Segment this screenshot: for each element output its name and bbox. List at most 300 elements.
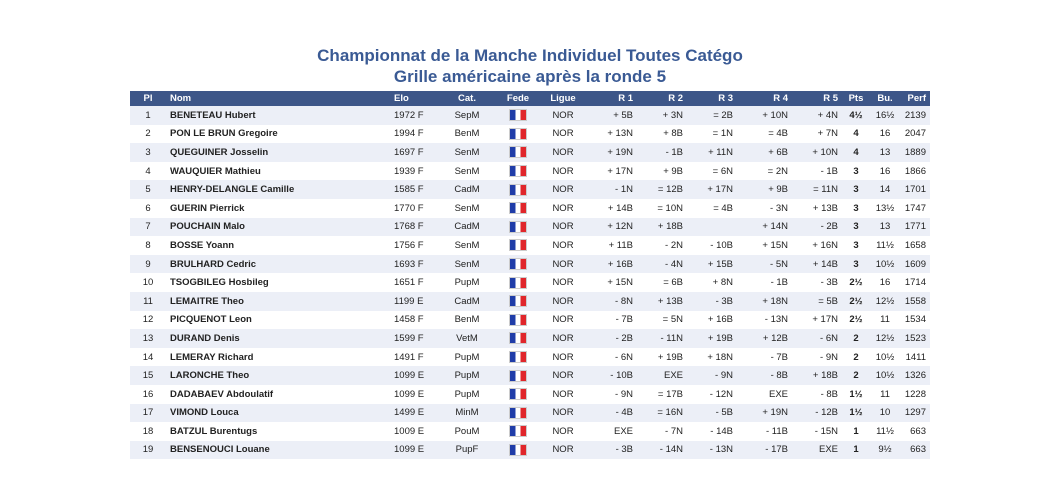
cell-ligue: NOR bbox=[552, 388, 574, 400]
table-row bbox=[130, 255, 930, 274]
cell-r4: - 1B bbox=[770, 277, 788, 289]
cell-perf: 1297 bbox=[904, 407, 926, 419]
cell-pts: 3 bbox=[853, 165, 859, 177]
cell-perf: 1889 bbox=[904, 146, 926, 158]
cell-ligue: NOR bbox=[552, 258, 574, 270]
cell-r1: + 16B bbox=[607, 258, 633, 270]
cell-fede bbox=[496, 143, 540, 162]
cell-r4: + 15N bbox=[762, 239, 788, 251]
cell-nom: WAUQUIER Mathieu bbox=[170, 165, 261, 177]
header-cat: Cat. bbox=[458, 93, 476, 104]
cell-r2: = 17B bbox=[657, 388, 683, 400]
cell-r2: = 10N bbox=[657, 202, 683, 214]
cell-pl: 11 bbox=[143, 295, 153, 307]
cell-r1: + 14B bbox=[607, 202, 633, 214]
cell-r4: + 18N bbox=[762, 295, 788, 307]
cell-nom: GUERIN Pierrick bbox=[170, 202, 245, 214]
cell-elo: 1458 F bbox=[394, 314, 424, 326]
cell-r4: + 14N bbox=[762, 221, 788, 233]
cell-r2: - 2N bbox=[665, 239, 683, 251]
cell-cat: SenM bbox=[454, 202, 480, 214]
cell-r3: = 2B bbox=[713, 109, 733, 121]
cell-r3: - 10B bbox=[710, 239, 733, 251]
cell-cat: PupM bbox=[454, 277, 480, 289]
france-flag-icon bbox=[509, 444, 527, 456]
cell-r2: - 14N bbox=[659, 444, 683, 456]
cell-r2: = 6B bbox=[663, 277, 683, 289]
header-elo: Elo bbox=[394, 93, 409, 104]
cell-r4: - 5N bbox=[770, 258, 788, 270]
cell-perf: 1411 bbox=[905, 351, 926, 363]
france-flag-icon bbox=[509, 295, 527, 307]
cell-r2: - 7N bbox=[665, 425, 683, 437]
cell-r5: + 17N bbox=[812, 314, 838, 326]
cell-nom: BRULHARD Cedric bbox=[170, 258, 257, 270]
table-header-row bbox=[130, 91, 930, 106]
cell-fede bbox=[496, 292, 540, 311]
cell-bu: 12½ bbox=[875, 295, 895, 307]
cell-r5: + 13B bbox=[812, 202, 838, 214]
cell-nom: POUCHAIN Malo bbox=[170, 221, 245, 233]
cell-r3: + 19B bbox=[707, 332, 733, 344]
cell-r5: + 16N bbox=[812, 239, 838, 251]
cell-elo: 1994 F bbox=[394, 128, 424, 140]
cell-r4: - 13N bbox=[764, 314, 788, 326]
cell-r2: - 11N bbox=[660, 332, 683, 344]
cell-pl: 2 bbox=[145, 128, 151, 140]
cell-r4: = 4B bbox=[768, 128, 788, 140]
cell-elo: 1697 F bbox=[394, 146, 424, 158]
cell-r5: - 15N bbox=[814, 425, 838, 437]
cell-bu: 10½ bbox=[875, 351, 895, 363]
cell-r1: - 10B bbox=[610, 370, 633, 382]
cell-r2: + 13B bbox=[657, 295, 683, 307]
cell-r4: + 19N bbox=[762, 407, 788, 419]
header-pts: Pts bbox=[848, 93, 864, 104]
france-flag-icon bbox=[509, 258, 527, 270]
cell-elo: 1199 E bbox=[394, 295, 424, 307]
cell-r4: + 12B bbox=[762, 332, 788, 344]
cell-fede bbox=[496, 404, 540, 423]
table-row bbox=[130, 422, 930, 441]
france-flag-icon bbox=[509, 109, 527, 121]
cell-pts: 3 bbox=[853, 202, 859, 214]
cell-pl: 1 bbox=[145, 109, 151, 121]
cell-r1: + 11B bbox=[608, 239, 633, 251]
cell-nom: LEMAITRE Theo bbox=[170, 295, 244, 307]
cell-fede bbox=[496, 125, 540, 144]
table-row bbox=[130, 125, 930, 144]
cell-pl: 18 bbox=[142, 425, 154, 437]
cell-nom: PON LE BRUN Gregoire bbox=[170, 128, 278, 140]
cell-perf: 1714 bbox=[904, 277, 926, 289]
cell-r1: + 15N bbox=[607, 277, 633, 289]
cell-elo: 1693 F bbox=[394, 258, 424, 270]
cell-r3 bbox=[687, 218, 737, 237]
cell-perf: 1866 bbox=[904, 165, 926, 177]
cell-cat: BenM bbox=[454, 314, 480, 326]
cell-r5: - 3B bbox=[820, 277, 838, 289]
cell-ligue: NOR bbox=[552, 351, 574, 363]
cell-perf: 1771 bbox=[904, 221, 926, 233]
cell-r2: = 16N bbox=[657, 407, 683, 419]
cell-cat: MinM bbox=[455, 407, 479, 419]
cell-r3: = 6N bbox=[712, 165, 733, 177]
cell-r5: - 1B bbox=[820, 165, 838, 177]
cell-fede bbox=[496, 273, 540, 292]
cell-cat: BenM bbox=[454, 128, 480, 140]
cell-r2: = 12B bbox=[657, 184, 683, 196]
header-bu: Bu. bbox=[877, 93, 893, 104]
cell-cat: SenM bbox=[454, 165, 480, 177]
france-flag-icon bbox=[509, 202, 527, 214]
cell-r4: - 17B bbox=[765, 444, 788, 456]
cell-pl: 10 bbox=[142, 277, 154, 289]
cell-ligue: NOR bbox=[552, 202, 574, 214]
cell-bu: 13 bbox=[879, 221, 891, 233]
cell-ligue: NOR bbox=[552, 128, 574, 140]
cell-perf: 2047 bbox=[904, 128, 926, 140]
cell-fede bbox=[496, 180, 540, 199]
cell-r4: - 3N bbox=[770, 202, 788, 214]
cell-ligue: NOR bbox=[552, 425, 574, 437]
cell-r4: + 10N bbox=[762, 109, 788, 121]
header-pl: Pl bbox=[143, 93, 153, 104]
table-row bbox=[130, 292, 930, 311]
france-flag-icon bbox=[509, 184, 527, 196]
cell-r4: + 6B bbox=[768, 146, 788, 158]
header-nom: Nom bbox=[170, 93, 192, 104]
cell-ligue: NOR bbox=[552, 295, 574, 307]
cell-pts: 2½ bbox=[849, 277, 863, 289]
france-flag-icon bbox=[509, 425, 527, 437]
cell-nom: DURAND Denis bbox=[170, 332, 240, 344]
cell-perf: 1701 bbox=[904, 184, 926, 196]
cell-r2: + 3N bbox=[662, 109, 683, 121]
cell-ligue: NOR bbox=[552, 407, 574, 419]
cell-pl: 12 bbox=[142, 314, 154, 326]
france-flag-icon bbox=[509, 388, 527, 400]
cell-fede bbox=[496, 385, 540, 404]
cell-r2: + 9B bbox=[663, 165, 683, 177]
page-title: Championnat de la Manche Individuel Toutes Catégo bbox=[317, 46, 743, 65]
cell-pl: 19 bbox=[142, 444, 154, 456]
cell-r5: EXE bbox=[818, 444, 838, 456]
cell-nom: DADABAEV Abdoulatif bbox=[170, 388, 274, 400]
cell-pts: 2 bbox=[853, 332, 859, 344]
header-perf: Perf bbox=[907, 93, 926, 104]
cell-ligue: NOR bbox=[552, 165, 574, 177]
cell-cat: SenM bbox=[454, 146, 480, 158]
cell-pl: 16 bbox=[142, 388, 154, 400]
cell-r3: = 4B bbox=[713, 202, 733, 214]
table-row bbox=[130, 199, 930, 218]
cell-perf: 1534 bbox=[904, 314, 926, 326]
cell-pts: 3 bbox=[853, 239, 859, 251]
cell-bu: 14 bbox=[879, 184, 891, 196]
cell-ligue: NOR bbox=[552, 184, 574, 196]
cell-fede bbox=[496, 255, 540, 274]
cell-r1: - 9N bbox=[615, 388, 633, 400]
cell-ligue: NOR bbox=[552, 444, 574, 456]
cell-r3: - 3B bbox=[715, 295, 733, 307]
cell-pts: 2½ bbox=[849, 314, 863, 326]
cell-pts: 2 bbox=[853, 351, 859, 363]
cell-perf: 1658 bbox=[904, 239, 926, 251]
cell-pts: 1½ bbox=[849, 407, 863, 419]
table-row bbox=[130, 218, 930, 237]
cell-cat: SenM bbox=[454, 258, 480, 270]
cell-elo: 1585 F bbox=[394, 184, 424, 196]
header-r4: R 4 bbox=[773, 93, 788, 104]
cell-pl: 9 bbox=[145, 258, 151, 270]
cell-r2: - 1B bbox=[665, 146, 683, 158]
header-r3: R 3 bbox=[718, 93, 733, 104]
cell-perf: 663 bbox=[910, 425, 926, 437]
cell-r5: - 9N bbox=[820, 351, 838, 363]
cell-nom: QUEGUINER Josselin bbox=[170, 146, 269, 158]
cell-fede bbox=[496, 422, 540, 441]
cell-elo: 1009 E bbox=[394, 425, 425, 437]
cell-r5: + 18B bbox=[812, 370, 838, 382]
cell-pts: 3 bbox=[853, 184, 859, 196]
cell-nom: BENSENOUCI Louane bbox=[170, 444, 270, 456]
cell-r5: = 5B bbox=[818, 295, 838, 307]
cell-r1: - 6N bbox=[615, 351, 633, 363]
cell-r5: - 6N bbox=[820, 332, 838, 344]
cell-nom: BENETEAU Hubert bbox=[170, 109, 256, 121]
cell-r3: = 1N bbox=[712, 128, 733, 140]
cell-fede bbox=[496, 162, 540, 181]
cell-ligue: NOR bbox=[552, 146, 574, 158]
cell-pts: 1½ bbox=[849, 388, 863, 400]
table-row bbox=[130, 106, 930, 125]
cell-fede bbox=[496, 441, 540, 460]
header-fede: Fede bbox=[506, 93, 530, 104]
cell-fede bbox=[496, 311, 540, 330]
cell-ligue: NOR bbox=[552, 221, 574, 233]
cell-cat: CadM bbox=[454, 295, 480, 307]
cell-perf: 663 bbox=[910, 444, 926, 456]
header-r5: R 5 bbox=[823, 93, 838, 104]
cell-fede bbox=[496, 236, 540, 255]
cell-r5: = 11N bbox=[813, 184, 838, 196]
table-row bbox=[130, 348, 930, 367]
cell-pl: 14 bbox=[142, 351, 154, 363]
cell-r3: + 17N bbox=[707, 184, 733, 196]
header-r2: R 2 bbox=[668, 93, 683, 104]
cell-pts: 3 bbox=[853, 221, 859, 233]
cell-r4: = 2N bbox=[767, 165, 788, 177]
cell-r1: + 5B bbox=[613, 109, 633, 121]
cell-r4: + 9B bbox=[768, 184, 788, 196]
cell-pl: 4 bbox=[145, 165, 151, 177]
cell-r3: - 12N bbox=[709, 388, 733, 400]
cell-r5: + 7N bbox=[817, 128, 838, 140]
cell-r3: + 16B bbox=[707, 314, 733, 326]
cell-bu: 16 bbox=[879, 165, 891, 177]
cell-nom: BATZUL Burentugs bbox=[170, 425, 258, 437]
table-row bbox=[130, 236, 930, 255]
cell-elo: 1972 F bbox=[394, 109, 424, 121]
table-row bbox=[130, 162, 930, 181]
cell-r3: + 18N bbox=[707, 351, 733, 363]
cell-r1: - 1N bbox=[615, 184, 633, 196]
cell-elo: 1099 E bbox=[394, 370, 425, 382]
cell-ligue: NOR bbox=[552, 314, 574, 326]
cell-pl: 17 bbox=[142, 407, 154, 419]
france-flag-icon bbox=[509, 165, 527, 177]
cell-bu: 16 bbox=[879, 128, 891, 140]
cell-r2: + 19B bbox=[657, 351, 683, 363]
cell-perf: 1558 bbox=[904, 295, 926, 307]
standings-table bbox=[130, 91, 930, 459]
cell-cat: SepM bbox=[454, 109, 480, 121]
table-row bbox=[130, 441, 930, 460]
cell-pl: 6 bbox=[145, 202, 151, 214]
cell-cat: PupF bbox=[455, 444, 479, 456]
cell-r3: - 5B bbox=[715, 407, 733, 419]
cell-perf: 1326 bbox=[904, 370, 926, 382]
cell-ligue: NOR bbox=[552, 332, 574, 344]
cell-pl: 5 bbox=[145, 184, 151, 196]
cell-bu: 11 bbox=[880, 388, 890, 400]
cell-fede bbox=[496, 218, 540, 237]
cell-r4: EXE bbox=[768, 388, 788, 400]
cell-pl: 7 bbox=[145, 221, 151, 233]
cell-ligue: NOR bbox=[552, 109, 574, 121]
cell-r3: - 14B bbox=[710, 425, 733, 437]
cell-cat: PupM bbox=[454, 370, 480, 382]
cell-pts: 1 bbox=[853, 444, 859, 456]
cell-r1: + 17N bbox=[607, 165, 633, 177]
cell-r5: + 10N bbox=[812, 146, 838, 158]
cell-cat: SenM bbox=[454, 239, 480, 251]
cell-r3: + 8N bbox=[712, 277, 733, 289]
france-flag-icon bbox=[509, 370, 527, 382]
cell-elo: 1756 F bbox=[394, 239, 424, 251]
cell-bu: 11 bbox=[880, 314, 890, 326]
cell-elo: 1099 E bbox=[394, 444, 425, 456]
cell-perf: 2139 bbox=[904, 109, 926, 121]
cell-bu: 16½ bbox=[875, 109, 895, 121]
cell-fede bbox=[496, 329, 540, 348]
cell-r1: + 19N bbox=[607, 146, 633, 158]
cell-pts: 1 bbox=[853, 425, 859, 437]
cell-cat: PupM bbox=[454, 388, 480, 400]
cell-r5: + 4N bbox=[817, 109, 838, 121]
cell-pl: 8 bbox=[145, 239, 151, 251]
cell-cat: CadM bbox=[454, 221, 480, 233]
cell-r2: EXE bbox=[663, 370, 683, 382]
cell-pl: 13 bbox=[142, 332, 154, 344]
cell-bu: 10½ bbox=[875, 258, 895, 270]
cell-elo: 1939 F bbox=[394, 165, 424, 177]
cell-r1: + 13N bbox=[607, 128, 633, 140]
france-flag-icon bbox=[509, 221, 527, 233]
cell-elo: 1099 E bbox=[394, 388, 425, 400]
table-row bbox=[130, 311, 930, 330]
table-row bbox=[130, 329, 930, 348]
cell-ligue: NOR bbox=[552, 277, 574, 289]
cell-r3: - 13N bbox=[709, 444, 733, 456]
cell-cat: VetM bbox=[456, 332, 478, 344]
cell-perf: 1228 bbox=[904, 388, 926, 400]
cell-elo: 1651 F bbox=[394, 277, 424, 289]
cell-pl: 3 bbox=[145, 146, 151, 158]
cell-bu: 12½ bbox=[875, 332, 895, 344]
cell-pts: 3 bbox=[853, 258, 859, 270]
france-flag-icon bbox=[509, 239, 527, 251]
cell-perf: 1609 bbox=[904, 258, 926, 270]
cell-cat: PupM bbox=[454, 351, 480, 363]
cell-r2: - 4N bbox=[665, 258, 683, 270]
table-row bbox=[130, 273, 930, 292]
cell-elo: 1768 F bbox=[394, 221, 424, 233]
cell-perf: 1747 bbox=[904, 202, 926, 214]
table-row bbox=[130, 404, 930, 423]
france-flag-icon bbox=[509, 128, 527, 140]
cell-bu: 13 bbox=[879, 146, 891, 158]
cell-bu: 11½ bbox=[876, 239, 894, 251]
france-flag-icon bbox=[509, 277, 527, 289]
cell-ligue: NOR bbox=[552, 239, 574, 251]
cell-r1: - 8N bbox=[615, 295, 633, 307]
france-flag-icon bbox=[509, 351, 527, 363]
cell-nom: PICQUENOT Leon bbox=[170, 314, 252, 326]
cell-cat: CadM bbox=[454, 184, 480, 196]
cell-r1: - 3B bbox=[615, 444, 633, 456]
cell-r3: + 11N bbox=[708, 146, 733, 158]
cell-r1: - 4B bbox=[615, 407, 633, 419]
table-row bbox=[130, 180, 930, 199]
cell-perf: 1523 bbox=[904, 332, 926, 344]
cell-r2: + 18B bbox=[657, 221, 683, 233]
cell-r5: - 2B bbox=[820, 221, 838, 233]
cell-r2: + 8B bbox=[663, 128, 683, 140]
cell-bu: 13½ bbox=[875, 202, 895, 214]
cell-r1: - 2B bbox=[615, 332, 633, 344]
cell-r1: - 7B bbox=[615, 314, 633, 326]
cell-r5: - 8B bbox=[820, 388, 838, 400]
cell-bu: 9½ bbox=[878, 444, 892, 456]
france-flag-icon bbox=[509, 314, 527, 326]
table-row bbox=[130, 143, 930, 162]
cell-ligue: NOR bbox=[552, 370, 574, 382]
cell-r2: = 5N bbox=[662, 314, 683, 326]
cell-nom: VIMOND Louca bbox=[170, 407, 239, 419]
cell-r4: - 11B bbox=[765, 425, 788, 437]
cell-pts: 2½ bbox=[849, 295, 863, 307]
header-r1: R 1 bbox=[618, 93, 633, 104]
cell-pts: 4½ bbox=[849, 109, 863, 121]
cell-bu: 11½ bbox=[876, 425, 894, 437]
cell-elo: 1499 E bbox=[394, 407, 425, 419]
cell-nom: BOSSE Yoann bbox=[170, 239, 235, 251]
cell-fede bbox=[496, 348, 540, 367]
table-body bbox=[130, 106, 930, 459]
cell-fede bbox=[496, 199, 540, 218]
france-flag-icon bbox=[509, 407, 527, 419]
cell-r1: EXE bbox=[613, 425, 633, 437]
page-subtitle: Grille américaine après la ronde 5 bbox=[393, 67, 667, 86]
cell-nom: HENRY-DELANGLE Camille bbox=[170, 184, 295, 196]
cell-r5: - 12B bbox=[815, 407, 838, 419]
cell-bu: 16 bbox=[879, 277, 891, 289]
cell-nom: LEMERAY Richard bbox=[170, 351, 254, 363]
cell-fede bbox=[496, 106, 540, 125]
cell-r5: + 14B bbox=[812, 258, 838, 270]
